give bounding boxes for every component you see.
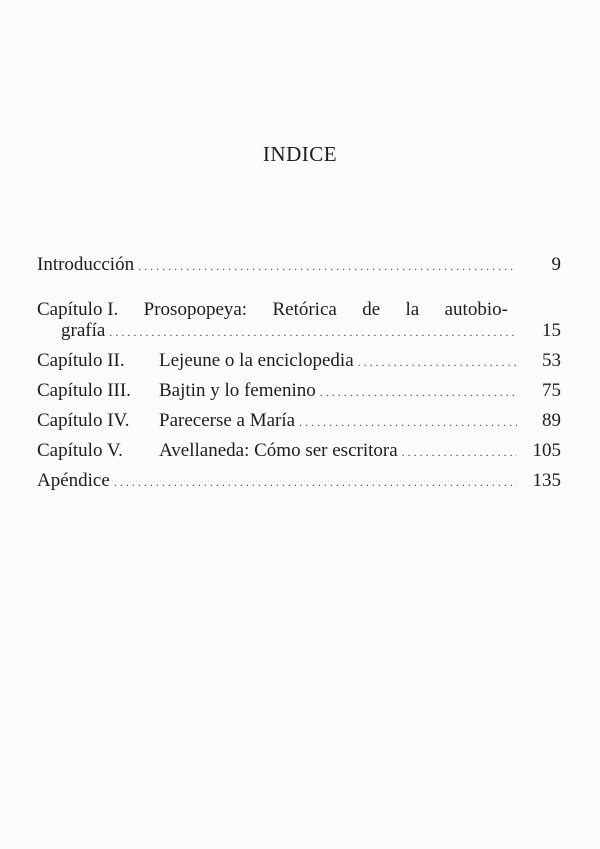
dot-leader xyxy=(109,317,517,347)
toc-word: autobio- xyxy=(444,299,508,320)
toc-page-number: 75 xyxy=(542,380,561,401)
toc-page-number: 15 xyxy=(542,320,561,341)
toc-entry-capitulo-1-line2 xyxy=(37,316,561,346)
toc-entry-apendice xyxy=(37,466,561,496)
dot-leader xyxy=(114,467,517,497)
toc-entry-introduccion xyxy=(37,250,561,280)
toc-word: la xyxy=(405,299,420,320)
toc-word: Retórica xyxy=(272,299,337,320)
toc-page-number: 9 xyxy=(551,254,561,275)
toc-chapter-label: Capítulo II. xyxy=(37,350,125,371)
toc-chapter-label: Capítulo IV. xyxy=(37,410,130,431)
toc-entry-capitulo-1-line1 xyxy=(37,295,561,320)
dot-leader xyxy=(358,347,517,377)
toc-entry-title: Parecerse a María xyxy=(159,410,296,431)
dot-leader xyxy=(299,407,517,437)
toc-entry-title: Avellaneda: Cómo ser escritora xyxy=(159,440,398,461)
dot-leader xyxy=(402,437,517,467)
toc-page-number: 89 xyxy=(542,410,561,431)
toc-entry-label: Apéndice xyxy=(37,470,110,491)
page-title: INDICE xyxy=(262,142,338,166)
toc-word: de xyxy=(362,299,381,320)
toc-page-number: 105 xyxy=(532,440,561,461)
toc-entry-title: Bajtin y lo femenino xyxy=(159,380,316,401)
toc-entry-capitulo-3 xyxy=(37,376,561,406)
toc-entry-title: Lejeune o la enciclopedia xyxy=(159,350,354,371)
toc-word: Prosopopeya: xyxy=(143,299,248,320)
toc-entry-capitulo-5 xyxy=(37,436,561,466)
toc-entry-title-continuation: grafía xyxy=(61,320,106,341)
dot-leader xyxy=(138,251,517,281)
toc-page-number: 53 xyxy=(542,350,561,371)
toc-entry-label: Introducción xyxy=(37,254,135,275)
toc-entry-capitulo-2 xyxy=(37,346,561,376)
toc-chapter-label: Capítulo III. xyxy=(37,380,131,401)
table-of-contents xyxy=(37,250,561,496)
toc-page-number: 135 xyxy=(532,470,561,491)
toc-chapter-label: Capítulo V. xyxy=(37,440,123,461)
toc-entry-capitulo-4 xyxy=(37,406,561,436)
toc-chapter-label: Capítulo I. xyxy=(37,299,119,320)
dot-leader xyxy=(320,377,517,407)
